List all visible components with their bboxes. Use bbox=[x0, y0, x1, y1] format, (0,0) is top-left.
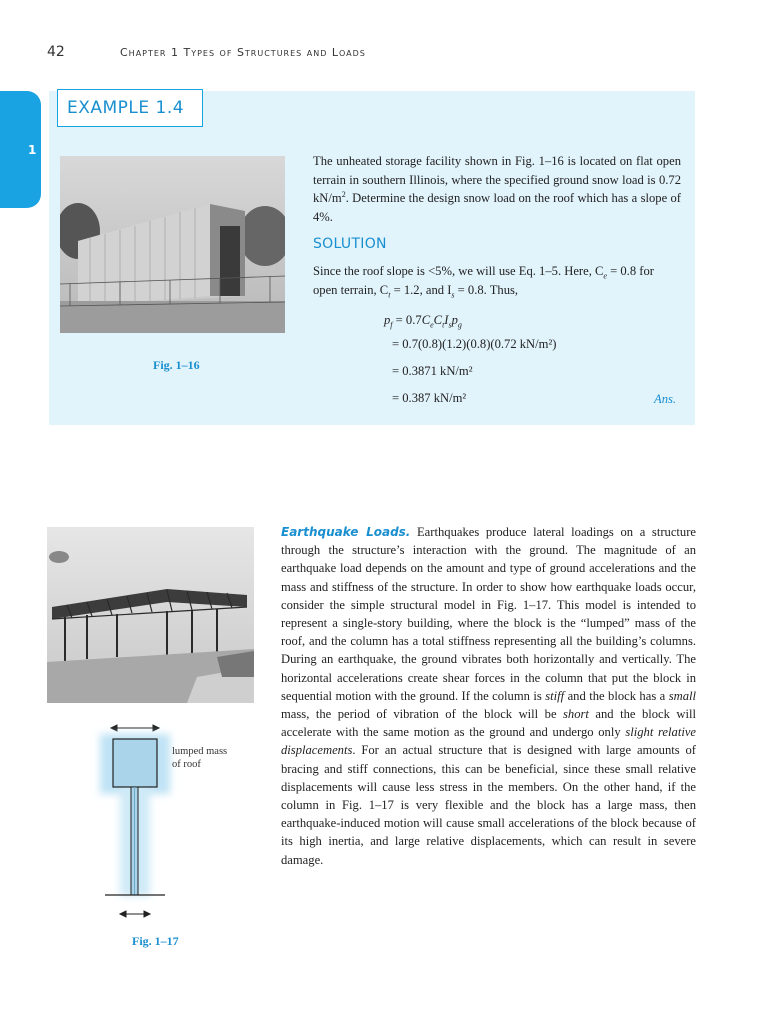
steel-frame-photo bbox=[47, 527, 254, 703]
page-number: 42 bbox=[47, 44, 65, 60]
double-arrow-icon bbox=[111, 725, 159, 731]
double-arrow-icon bbox=[120, 911, 150, 917]
earthquake-loads-paragraph: Earthquake Loads. Earthquakes produce lateral loadings on a structure through the structure’s interaction with the ground. The magnitude of an earthquake load depends on the amount and type of ground accelerations and the mass and stiffness of the structure. In order to show how earthquake loads occur, consider the simple structural model in Fig. 1–17. This model is intended to represent a single-story building, where the block is the “lumped” mass of the roof, and the column has a total stiffness representing all the building’s columns. During an earthquake, the ground vibrates both horizontally and vertically. The horizontal accelerations create shear forces in the column that put the block in sequential motion with the ground. If the column is stiff and the block has a small mass, the period of vibration of the block will be short and the block will accelerate with the same motion as the ground and undergo only slight relative displacements. For an actual structure that is designed with large amounts of bracing and stiff connections, this can be beneficial, since these small relative displacements will cause less stress in the members. On the other hand, if the column in Fig. 1–17 is very flexible and the block has a large mass, then earthquake-induced motion will cause small accelerations of the block because of its high inertia, and large relative displacements, which can result in severe damage. bbox=[281, 525, 697, 867]
storage-facility-photo bbox=[60, 156, 285, 333]
answer-label: Ans. bbox=[654, 392, 677, 406]
equation-line: = 0.387 kN/m² bbox=[392, 391, 467, 405]
solution-heading: SOLUTION bbox=[313, 236, 387, 252]
figure-caption-1-16: Fig. 1–16 bbox=[153, 358, 200, 372]
earthquake-heading: Earthquake Loads. bbox=[281, 525, 411, 539]
figure-caption-1-17: Fig. 1–17 bbox=[132, 934, 179, 948]
solution-text: Since the roof slope is <5%, we will use Eq. 1–5. Here, $C_e = 0.8$ for open terrain, $C_t = 1.2$, and $I_s = 0.8$. Thus, bbox=[313, 264, 654, 300]
example-title: EXAMPLE 1.4 bbox=[57, 89, 203, 127]
example-problem-text: The unheated storage facility shown in Fig. 1–16 is located on flat open terrain in southern Illinois, where the specified ground snow load is 0.72 $kN/m^2$. Determine the design snow load on the roof which has a slope of 4%. bbox=[313, 154, 681, 224]
chapter-tab-number: 1 bbox=[28, 143, 37, 157]
equation-formula: $p_f = 0.7C_eC_tI_sp_g$ bbox=[384, 313, 462, 330]
lumped-mass-diagram bbox=[80, 718, 260, 928]
lumped-mass-label: lumped mass of roof bbox=[172, 746, 228, 770]
equation-line: = 0.3871 kN/m² bbox=[392, 364, 473, 378]
running-head: Chapter 1 Types of Structures and Loads bbox=[120, 46, 366, 59]
equation-line: = 0.7(0.8)(1.2)(0.8)(0.72 kN/m²) bbox=[392, 337, 557, 351]
